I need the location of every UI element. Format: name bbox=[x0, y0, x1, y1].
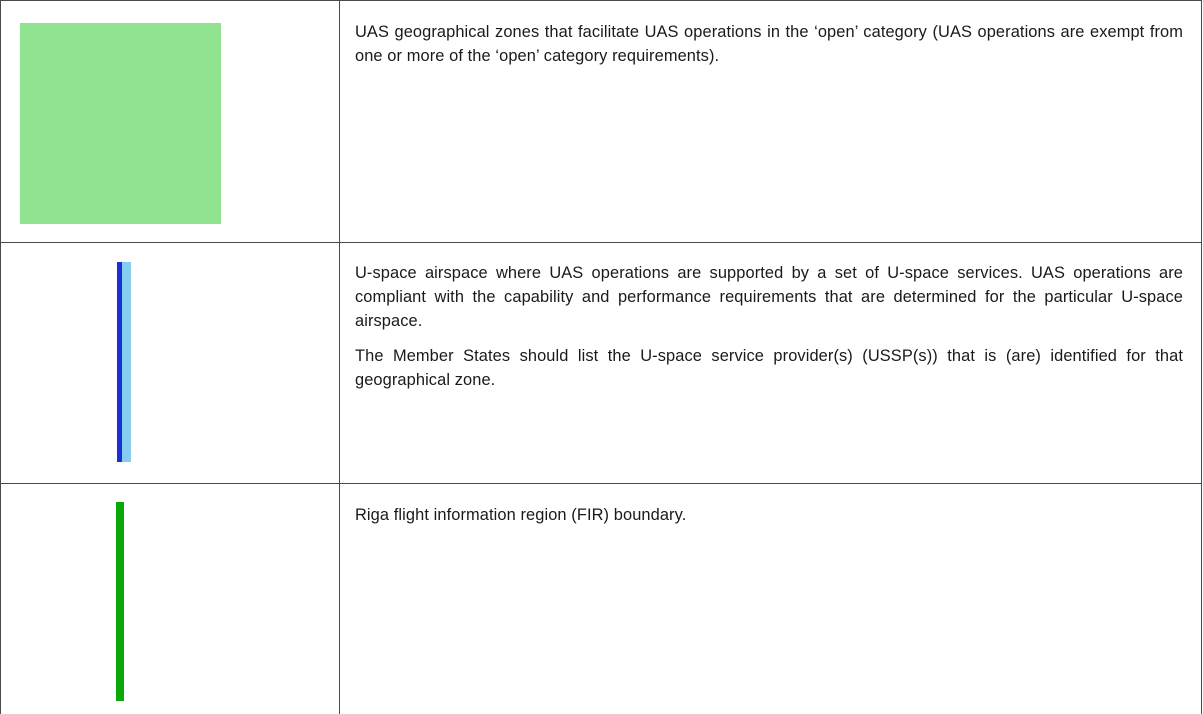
legend-symbol-cell bbox=[0, 242, 340, 483]
u-space-line-light-stroke bbox=[122, 262, 131, 462]
legend-description-cell bbox=[341, 484, 1202, 714]
legend-row-open-category-zone bbox=[0, 0, 1202, 243]
legend-description: Riga flight information region (FIR) boundary. bbox=[355, 506, 687, 524]
legend-row-u-space-airspace bbox=[0, 242, 1202, 484]
legend-description-cell bbox=[341, 1, 1202, 242]
open-category-zone-swatch bbox=[20, 23, 221, 224]
legend-description-note: The Member States should list the U-space service provider(s) (USSP(s)) that is (are) identified for that geographical zone. bbox=[355, 347, 1183, 389]
legend-description-cell bbox=[341, 242, 1202, 483]
u-space-airspace-line-symbol bbox=[117, 262, 131, 462]
fir-boundary-line-symbol bbox=[116, 502, 124, 701]
legend-symbol-cell bbox=[0, 484, 340, 714]
legend-description: U-space airspace where UAS operations are supported by a set of U-space services. UAS operations are compliant with the capability and performance requirements that are determined for the particular U-space airspace. bbox=[355, 264, 1183, 330]
legend-symbol-cell bbox=[0, 1, 340, 242]
legend-row-fir-boundary bbox=[0, 484, 1202, 714]
legend-description: UAS geographical zones that facilitate UAS operations in the ‘open’ category (UAS operations are exempt from one or more of the ‘open’ category requirements). bbox=[355, 23, 1183, 65]
